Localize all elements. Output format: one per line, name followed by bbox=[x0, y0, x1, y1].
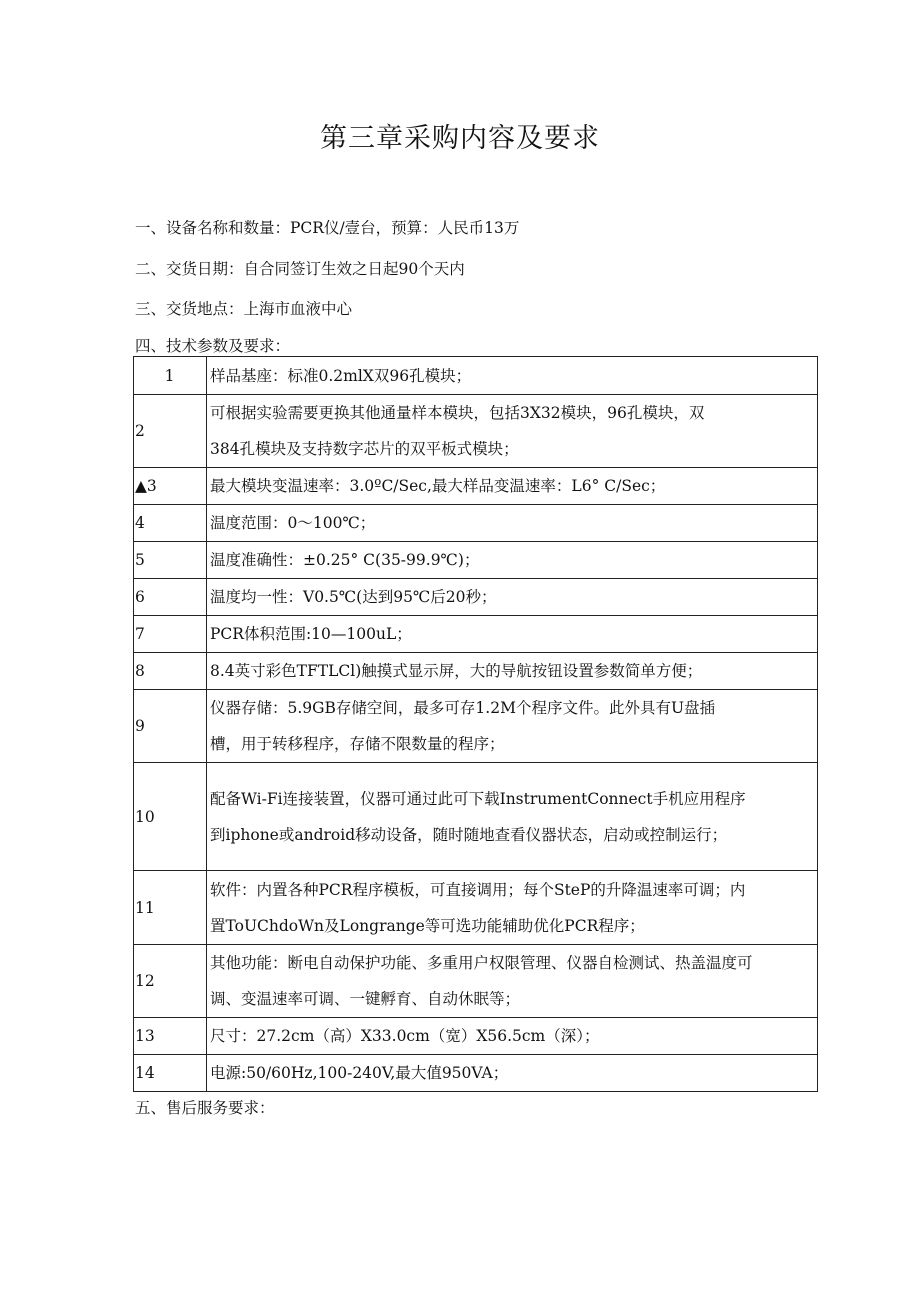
row-description: PCR体积范围:10—100uL； bbox=[207, 616, 818, 653]
table-row bbox=[134, 616, 818, 653]
row-description bbox=[207, 871, 818, 945]
row-number: 7 bbox=[134, 616, 207, 653]
table-row bbox=[134, 1055, 818, 1092]
table-row bbox=[134, 653, 818, 690]
row-number: 11 bbox=[134, 871, 207, 945]
row-description bbox=[207, 945, 818, 1018]
row-number: ▲3 bbox=[134, 468, 207, 505]
row-description-line: 软件：内置各种PCR程序模板，可直接调用；每个SteP的升降温速率可调；内 bbox=[210, 880, 746, 899]
section-delivery-location: 三、交货地点：上海市血液中心 bbox=[135, 300, 353, 318]
row-number: 1 bbox=[134, 357, 207, 395]
row-description: 最大模块变温速率：3.0ºC/Sec,最大样品变温速率：L6° C/Sec； bbox=[207, 468, 818, 505]
row-description: 温度范围：0～100℃； bbox=[207, 505, 818, 542]
row-description-line: 可根据实验需要更换其他通量样本模块，包括3X32模块，96孔模块，双 bbox=[210, 404, 705, 422]
row-number: 13 bbox=[134, 1018, 207, 1055]
row-description-line: 到iphone或android移动设备，随时随地查看仪器状态，启动或控制运行； bbox=[210, 825, 728, 844]
row-description: 尺寸：27.2cm（高）X33.0cm（宽）X56.5cm（深）； bbox=[207, 1018, 818, 1055]
row-number: 4 bbox=[134, 505, 207, 542]
row-number: 10 bbox=[134, 763, 207, 871]
row-description: 样品基座：标准0.2mlX双96孔模块； bbox=[207, 357, 818, 395]
table-row bbox=[134, 505, 818, 542]
spec-table bbox=[133, 356, 818, 1092]
row-description: 8.4英寸彩色TFTLCl)触摸式显示屏，大的导航按钮设置参数简单方便； bbox=[207, 653, 818, 690]
section-technical-parameters: 四、技术参数及要求： bbox=[135, 337, 291, 355]
table-row bbox=[134, 871, 818, 945]
row-description: 电源:50/60Hz,100-240V,最大值950VA； bbox=[207, 1055, 818, 1092]
table-row bbox=[134, 542, 818, 579]
table-row bbox=[134, 1018, 818, 1055]
row-description-line: 其他功能：断电自动保护功能、多重用户权限管理、仪器自检测试、热盖温度可 bbox=[210, 954, 753, 972]
row-number: 12 bbox=[134, 945, 207, 1018]
row-number: 8 bbox=[134, 653, 207, 690]
row-description-line: 384孔模块及支持数字芯片的双平板式模块； bbox=[210, 440, 519, 458]
row-description-line: 仪器存储：5.9GB存储空间，最多可存1.2M个程序文件。此外具有U盘插 bbox=[210, 699, 716, 717]
table-row bbox=[134, 357, 818, 395]
table-row bbox=[134, 468, 818, 505]
section-equipment-name: 一、设备名称和数量：PCR仪/壹台，预算：人民币13万 bbox=[135, 219, 520, 237]
row-description bbox=[207, 763, 818, 871]
table-row bbox=[134, 945, 818, 1018]
table-row bbox=[134, 395, 818, 468]
row-description bbox=[207, 690, 818, 763]
row-description-line: 调、变温速率可调、一键孵育、自动休眠等； bbox=[210, 990, 521, 1008]
row-number: 6 bbox=[134, 579, 207, 616]
section-after-sales: 五、售后服务要求： bbox=[135, 1099, 275, 1117]
row-description: 温度均一性：V0.5℃(达到95℃后20秒； bbox=[207, 579, 818, 616]
row-description-line: 配备Wi-Fi连接装置，仪器可通过此可下载InstrumentConnect手机应用程序 bbox=[210, 789, 746, 808]
page-title: 第三章采购内容及要求 bbox=[320, 123, 600, 154]
table-row bbox=[134, 579, 818, 616]
row-number: 2 bbox=[134, 395, 207, 468]
table-row bbox=[134, 690, 818, 763]
row-description: 温度准确性：±0.25° C(35-99.9℃)； bbox=[207, 542, 818, 579]
section-delivery-date: 二、交货日期：自合同签订生效之日起90个天内 bbox=[135, 260, 465, 278]
row-number: 14 bbox=[134, 1055, 207, 1092]
row-number: 9 bbox=[134, 690, 207, 763]
row-description bbox=[207, 395, 818, 468]
row-description-line: 置ToUChdoWn及Longrange等可选功能辅助优化PCR程序； bbox=[210, 916, 645, 935]
row-number: 5 bbox=[134, 542, 207, 579]
table-row bbox=[134, 763, 818, 871]
row-description-line: 槽，用于转移程序，存储不限数量的程序； bbox=[210, 735, 505, 753]
